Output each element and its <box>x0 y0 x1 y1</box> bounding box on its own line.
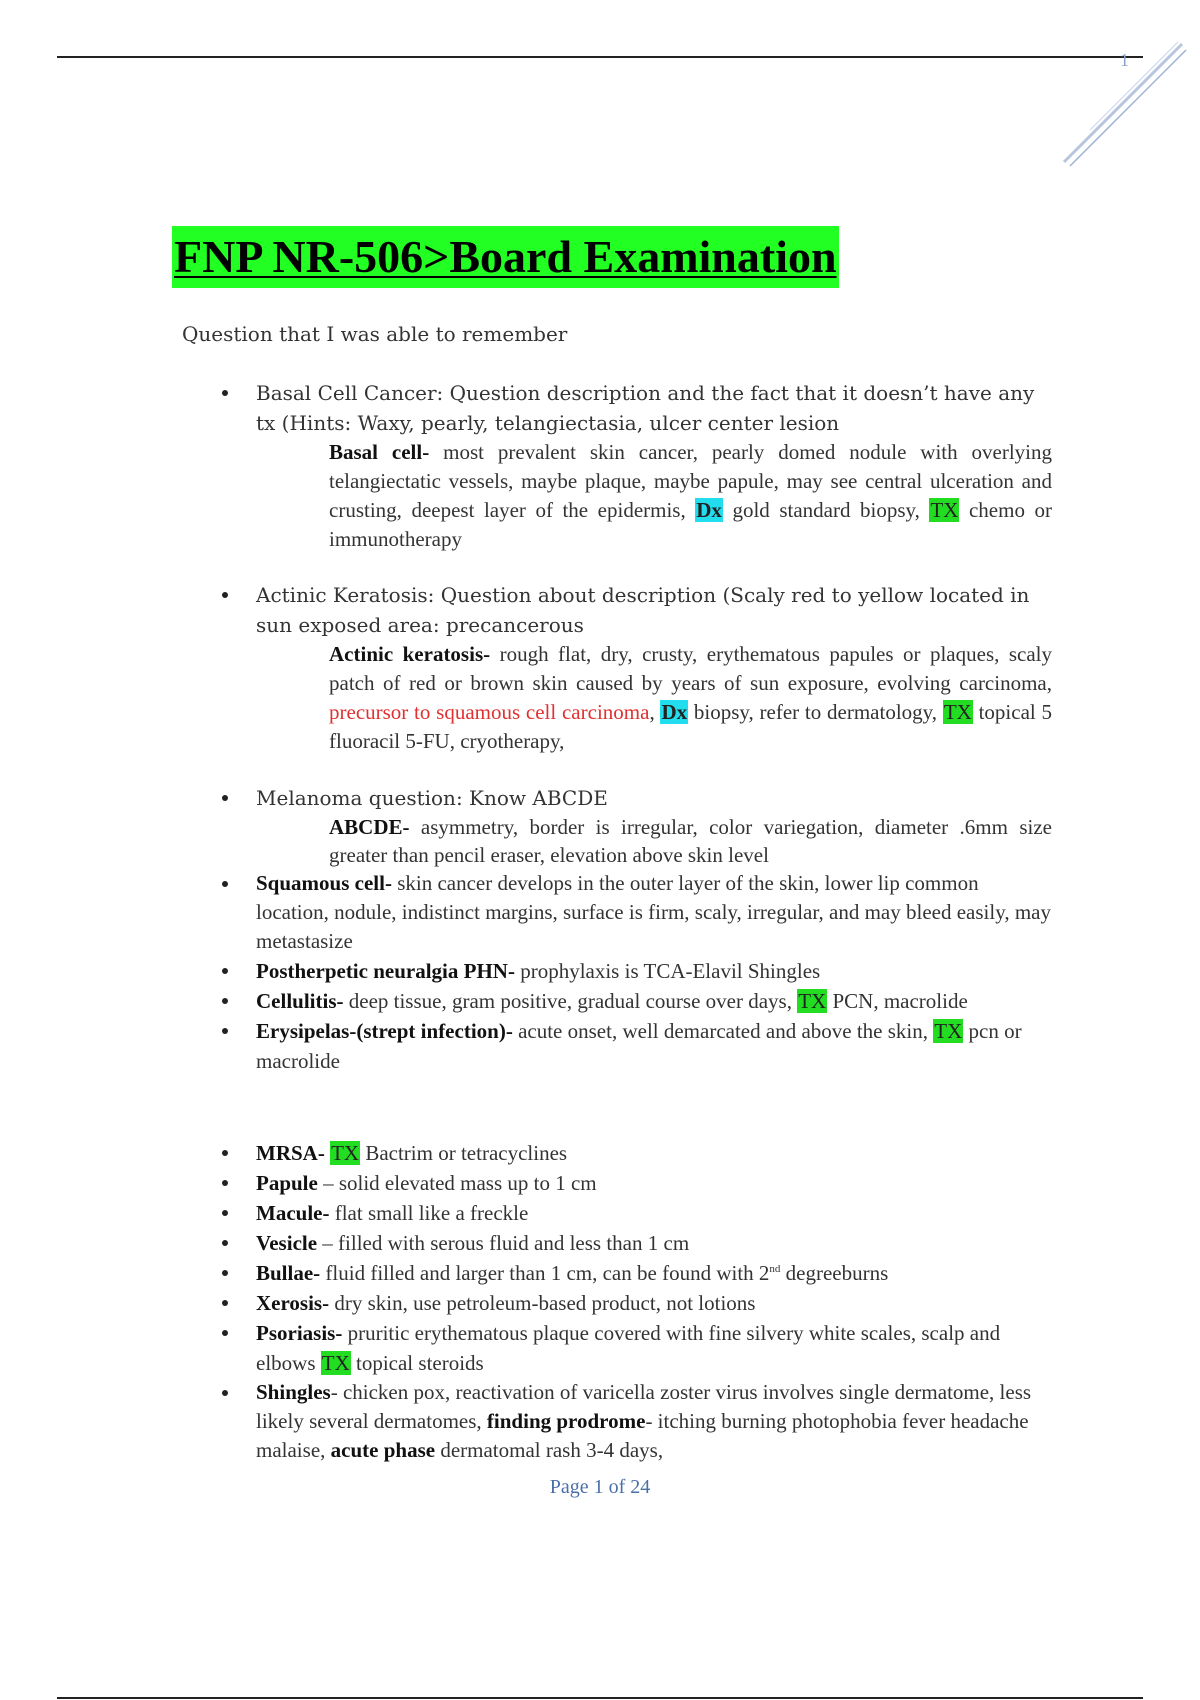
warning-text: precursor to squamous cell carcinoma <box>329 700 650 724</box>
answer-paragraph: Basal cell- most prevalent skin cancer, pearly domed nodule with overlying telangiectatic vessels, maybe plaque, maybe papule, may see central ulceration and crusting, deepest layer of the epidermis, Dx gold standard biopsy, TX chemo or immunotherapy <box>329 440 1052 551</box>
question-list-actinic <box>222 580 1052 756</box>
dx-highlight: Dx <box>661 700 688 724</box>
list-item: Bullae- fluid filled and larger than 1 cm, can be found with 2nd degreeburns <box>222 1258 1052 1288</box>
corner-decoration-icon <box>1060 40 1190 170</box>
tx-highlight: TX <box>331 1141 360 1165</box>
list-item: Macule- flat small like a freckle <box>222 1198 1052 1228</box>
list-item: Psoriasis- pruritic erythematous plaque covered with fine silvery white scales, scalp and elbows TX topical steroids <box>222 1318 1052 1378</box>
question-list-melanoma <box>222 783 1052 1076</box>
term: Macule- <box>256 1201 330 1225</box>
tx-highlight: TX <box>934 1019 963 1043</box>
question-list-basal <box>222 378 1052 554</box>
term: Cellulitis- <box>256 989 344 1013</box>
list-item: Papule – solid elevated mass up to 1 cm <box>222 1168 1052 1198</box>
question-text: Melanoma question: Know ABCDE <box>256 786 608 810</box>
tx-highlight: TX <box>321 1351 350 1375</box>
answer-paragraph: ABCDE- asymmetry, border is irregular, color variegation, diameter .6mm size greater than pencil eraser, elevation above skin level <box>329 815 1052 867</box>
term: MRSA- <box>256 1141 325 1165</box>
term: Vesicle <box>256 1231 318 1255</box>
term: Basal cell- <box>329 440 430 464</box>
list-item: Shingles- chicken pox, reactivation of varicella zoster virus involves single dermatome, less likely several dermatomes, finding prodrome- itching burning photophobia fever headache malaise, acute phase dermatomal rash 3-4 days, <box>222 1378 1052 1465</box>
list-item <box>222 378 1052 554</box>
definition-list <box>222 1138 1052 1465</box>
list-item <box>222 783 1052 869</box>
term: Erysipelas-(strept infection)- <box>256 1019 513 1043</box>
list-item: Xerosis- dry skin, use petroleum-based product, not lotions <box>222 1288 1052 1318</box>
dx-highlight: Dx <box>696 498 722 522</box>
question-text: Basal Cell Cancer: Question description and the fact that it doesn’t have any tx (Hints: Waxy, pearly, telangiectasia, ulcer center lesion <box>256 381 1035 435</box>
list-item: Postherpetic neuralgia PHN- prophylaxis is TCA-Elavil Shingles <box>222 956 1052 986</box>
footer-rule <box>57 1697 1143 1699</box>
term: Psoriasis- <box>256 1321 343 1345</box>
term: Actinic keratosis- <box>329 642 491 666</box>
term: Squamous cell- <box>256 871 392 895</box>
term: Shingles <box>256 1380 331 1404</box>
intro-text: Question that I was able to remember <box>182 322 568 346</box>
list-item: Cellulitis- deep tissue, gram positive, gradual course over days, TX PCN, macrolide <box>222 986 1052 1016</box>
list-item: MRSA- TX Bactrim or tetracyclines <box>222 1138 1052 1168</box>
page-footer: Page 1 of 24 <box>549 1476 651 1498</box>
list-item: Erysipelas-(strept infection)- acute onset, well demarcated and above the skin, TX pcn or macrolide <box>222 1016 1052 1076</box>
list-item: Vesicle – filled with serous fluid and less than 1 cm <box>222 1228 1052 1258</box>
tx-highlight: TX <box>930 498 959 522</box>
tx-highlight: TX <box>798 989 827 1013</box>
term: Xerosis- <box>256 1291 330 1315</box>
list-item: Squamous cell- skin cancer develops in the outer layer of the skin, lower lip common location, nodule, indistinct margins, surface is firm, scaly, irregular, and may bleed easily, may metastasize <box>222 869 1052 956</box>
page-number: 1 <box>1120 50 1129 70</box>
term: Postherpetic neuralgia PHN- <box>256 959 515 983</box>
header-rule <box>57 56 1143 58</box>
document-title: FNP NR-506>Board Examination <box>172 226 839 288</box>
term: Bullae- <box>256 1261 321 1285</box>
term: ABCDE- <box>329 815 410 839</box>
tx-highlight: TX <box>943 700 972 724</box>
answer-paragraph: Actinic keratosis- rough flat, dry, crusty, erythematous papules or plaques, scaly patch of red or brown skin caused by years of sun exposure, evolving carcinoma, precursor to squamous cell carcinoma, Dx biopsy, refer to dermatology, TX topical 5 fluoracil 5-FU, cryotherapy, <box>329 642 1052 753</box>
list-item <box>222 580 1052 756</box>
question-text: Actinic Keratosis: Question about description (Scaly red to yellow located in sun exposed area: precancerous <box>256 583 1030 637</box>
term: Papule <box>256 1171 318 1195</box>
